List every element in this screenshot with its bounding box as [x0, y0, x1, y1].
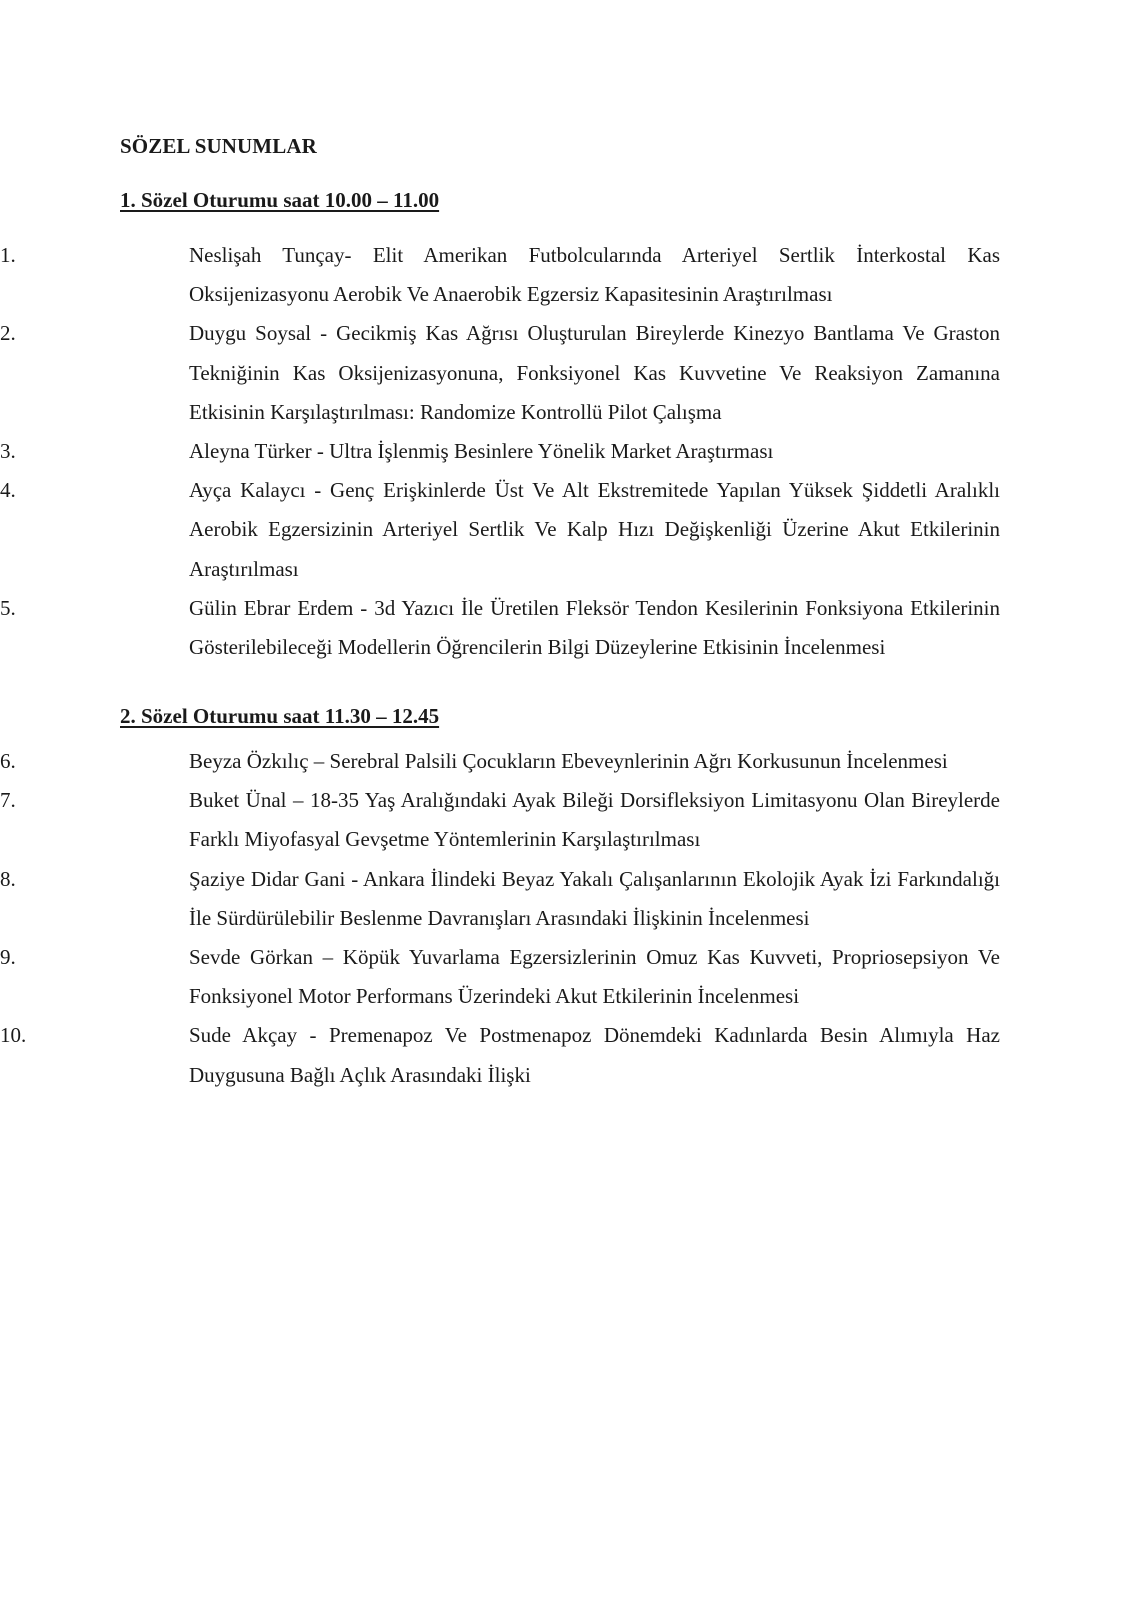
item-text: Gülin Ebrar Erdem - 3d Yazıcı İle Üretilen Fleksör Tendon Kesilerinin Fonksiyona Etkilerinin Gösterilebileceği Modellerin Öğrencilerin Bilgi Düzeylerine Etkisinin İncelenmesi [189, 595, 1000, 660]
presentation-item [0, 938, 1000, 1016]
item-number: 3. [0, 439, 16, 464]
presentation-item [0, 471, 1000, 589]
item-text: Buket Ünal – 18-35 Yaş Aralığındaki Ayak Bileği Dorsifleksiyon Limitasyonu Olan Bireylerde Farklı Miyofasyal Gevşetme Yöntemlerinin Karşılaştırılması [189, 788, 1000, 852]
item-number: 6. [0, 749, 16, 773]
item-text: Beyza Özkılıç – Serebral Palsili Çocukların Ebeveynlerinin Ağrı Korkusunun İncelenmesi [189, 749, 948, 773]
item-number: 8. [0, 866, 16, 891]
item-number: 5. [0, 595, 16, 620]
session-1-presentation-list [0, 236, 1131, 667]
item-number: 4. [0, 478, 16, 503]
presentation-item [0, 742, 1000, 781]
session-heading-2: 2. Sözel Oturumu saat 11.30 – 12.45 [120, 704, 440, 728]
item-text: Sevde Görkan – Köpük Yuvarlama Egzersizlerinin Omuz Kas Kuvveti, Propriosepsiyon Ve Fonksiyonel Motor Performans Üzerindeki Akut Etkilerinin İncelenmesi [189, 945, 1000, 1009]
item-text: Neslişah Tunçay- Elit Amerikan Futbolcularında Arteriyel Sertlik İnterkostal Kas Oksijenizasyonu Aerobik Ve Anaerobik Egzersiz Kapasitesinin Araştırılması [189, 243, 1000, 307]
item-number: 9. [0, 945, 16, 970]
item-text: Ayça Kalaycı - Genç Erişkinlerde Üst Ve Alt Ekstremitede Yapılan Yüksek Şiddetli Aralıklı Aerobik Egzersizinin Arteriyel Sertlik Ve Kalp Hızı Değişkenliği Üzerine Akut Etkilerinin Araştırılması [189, 478, 1000, 581]
item-text: Aleyna Türker - Ultra İşlenmiş Besinlere Yönelik Market Araştırması [189, 439, 774, 464]
presentation-item [0, 236, 1000, 314]
item-number: 10. [0, 1023, 27, 1048]
document-title: SÖZEL SUNUMLAR [120, 134, 317, 158]
item-text: Şaziye Didar Gani - Ankara İlindeki Beyaz Yakalı Çalışanlarının Ekolojik Ayak İzi Farkındalığı İle Sürdürülebilir Beslenme Davranışları Arasındaki İlişkinin İncelenmesi [189, 866, 1000, 930]
session-heading-1: 1. Sözel Oturumu saat 10.00 – 11.00 [120, 188, 440, 212]
item-text: Duygu Soysal - Gecikmiş Kas Ağrısı Oluşturulan Bireylerde Kinezyo Bantlama Ve Graston Tekniğinin Kas Oksijenizasyonuna, Fonksiyonel Kas Kuvvetine Ve Reaksiyon Zamanına Etkisinin Karşılaştırılması: Randomize Kontrollü Pilot Çalışma [189, 321, 1000, 424]
item-number: 7. [0, 788, 16, 813]
session-2-presentation-list [0, 742, 1131, 1095]
presentation-item [0, 314, 1000, 432]
presentation-item [0, 860, 1000, 938]
presentation-item [0, 1016, 1000, 1094]
presentation-item [0, 781, 1000, 859]
item-number: 1. [0, 243, 16, 267]
presentation-item [0, 432, 1000, 471]
item-number: 2. [0, 321, 16, 346]
item-text: Sude Akçay - Premenapoz Ve Postmenapoz Dönemdeki Kadınlarda Besin Alımıyla Haz Duygusuna Bağlı Açlık Arasındaki İlişki [189, 1023, 1000, 1087]
presentation-item [0, 589, 1000, 667]
